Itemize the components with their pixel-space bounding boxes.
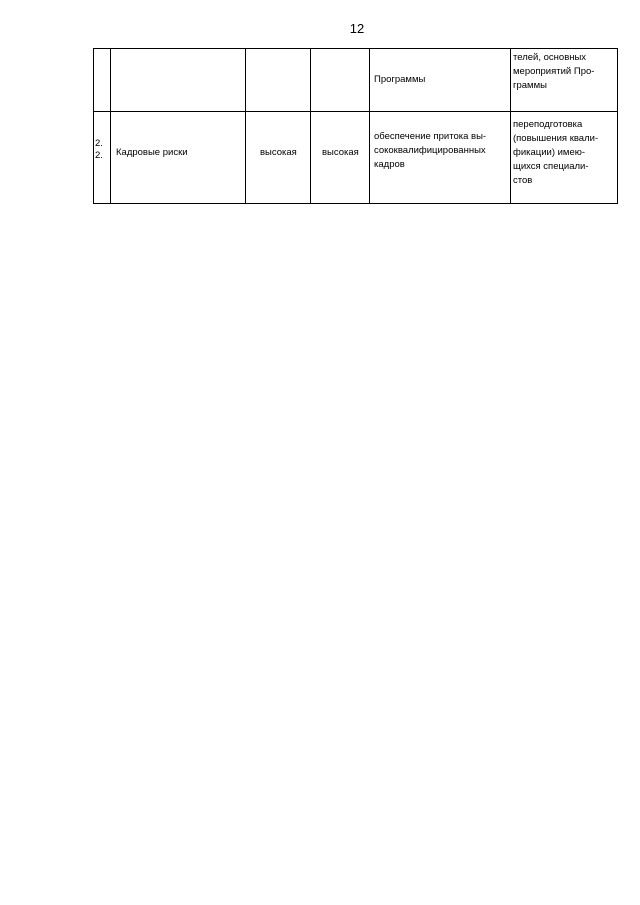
cell-level2 bbox=[311, 112, 370, 204]
cell-measure-continuation bbox=[370, 49, 511, 112]
cell-risk-name bbox=[111, 112, 246, 204]
right-continuation-text: телей, основных мероприятий Про- граммы bbox=[513, 52, 595, 91]
cell-level1 bbox=[246, 112, 311, 204]
risk-action: переподготовка (повышения квали- фикации) имею- щихся специали- стов bbox=[513, 119, 599, 186]
cell-row-number bbox=[94, 112, 111, 204]
cell-measure bbox=[370, 112, 511, 204]
cell-empty-name bbox=[111, 49, 246, 112]
page-number: 12 bbox=[349, 21, 365, 36]
risk-name: Кадровые риски bbox=[116, 147, 188, 158]
risk-level-1: высокая bbox=[260, 147, 297, 158]
measure-continuation-text: Программы bbox=[374, 74, 426, 85]
row-number: 2. 2. bbox=[95, 138, 103, 161]
cell-right-continuation bbox=[511, 49, 618, 112]
cell-empty-level2 bbox=[311, 49, 370, 112]
table-row-personnel-risks bbox=[94, 112, 618, 204]
cell-empty-level1 bbox=[246, 49, 311, 112]
risk-level-2: высокая bbox=[322, 147, 359, 158]
risk-measure: обеспечение притока вы- сококвалифицированных кадров bbox=[374, 131, 487, 170]
cell-right bbox=[511, 112, 618, 204]
table-row-continuation bbox=[94, 49, 618, 112]
cell-empty-num bbox=[94, 49, 111, 112]
risk-table bbox=[93, 48, 618, 204]
